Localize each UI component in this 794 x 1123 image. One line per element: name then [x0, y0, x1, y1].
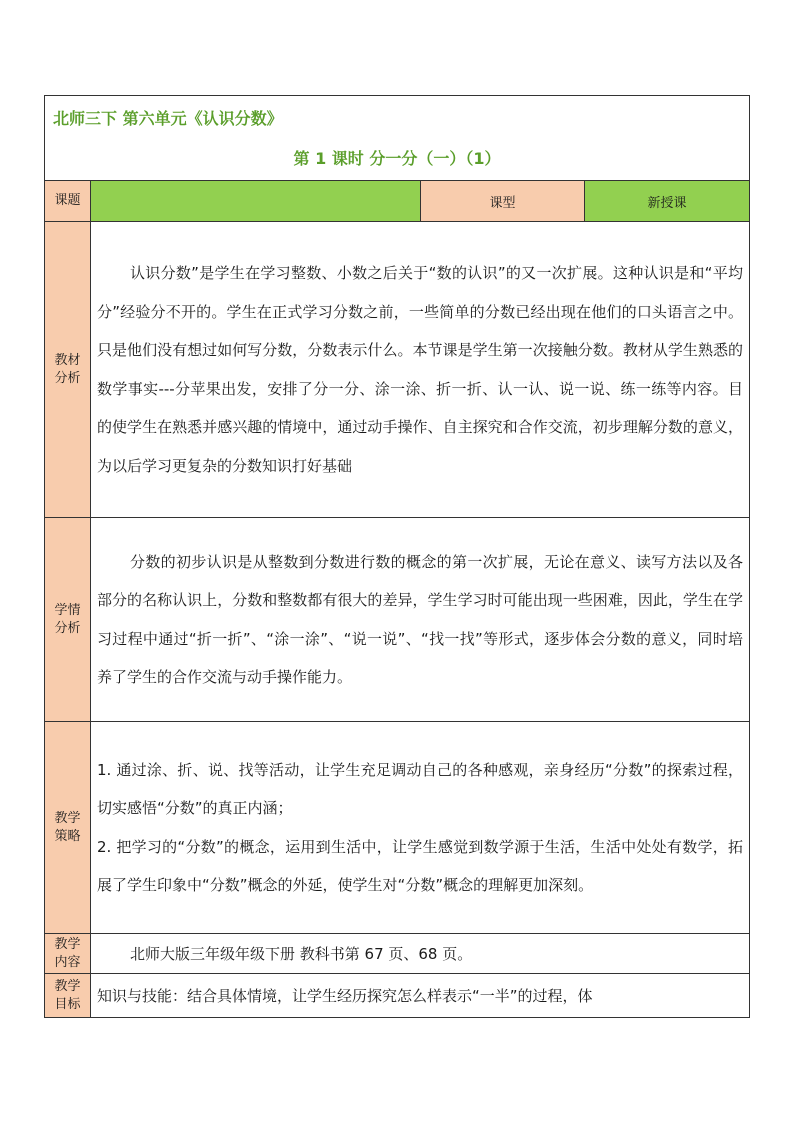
student-label	[45, 518, 91, 722]
goal-label-line1: 教学	[54, 978, 81, 994]
material-label-line1: 教材	[54, 352, 81, 368]
goal-cell	[91, 974, 750, 1018]
content-cell	[91, 934, 750, 974]
lesson-title: 第 1 课时 分一分（一）（1）	[293, 149, 501, 168]
content-label-line2: 内容	[54, 954, 81, 970]
type-label: 课型	[421, 181, 585, 222]
teaching-goal-text: 知识与技能：结合具体情境，让学生经历探究怎么样表示“一半”的过程，体	[97, 986, 593, 1005]
lesson-plan-table	[44, 95, 750, 1018]
student-cell	[91, 518, 750, 722]
content-label-line1: 教学	[54, 936, 81, 952]
title-cell	[45, 96, 750, 181]
strategy-label-line2: 策略	[54, 828, 81, 844]
material-analysis-text: 认识分数”是学生在学习整数、小数之后关于“数的认识”的又一次扩展。这种认识是和“平均分”经验分不开的。学生在正式学习分数之前，一些简单的分数已经出现在他们的口头语言之中。只是他们没有想过如何写分数，分数表示什么。本节课是学生第一次接触分数。教材从学生熟悉的数学事实---分苹果出发，安排了分一分、涂一涂、折一折、认一认、说一说、练一练等内容。目的使学生在熟悉并感兴趣的情境中，通过动手操作、自主探究和合作交流，初步理解分数的意义，为以后学习更复杂的分数知识打好基础	[97, 264, 744, 475]
goal-label-line2: 目标	[54, 996, 81, 1012]
strategy-label	[45, 722, 91, 934]
type-value: 新授课	[585, 181, 750, 222]
unit-title: 北师三下 第六单元《认识分数》	[53, 109, 283, 128]
material-label	[45, 222, 91, 518]
material-cell	[91, 222, 750, 518]
lesson-plan-page	[44, 95, 749, 1018]
strategy-cell	[91, 722, 750, 934]
topic-label: 课题	[45, 181, 91, 222]
teaching-content-text: 北师大版三年级年级下册 教科书第 67 页、68 页。	[130, 944, 473, 963]
strategy-item-2: 2. 把学习的“分数”的概念，运用到生活中，让学生感觉到数学源于生活，生活中处处有数学，拓展了学生印象中“分数”概念的外延，使学生对“分数”概念的理解更加深刻。	[97, 837, 744, 894]
strategy-label-line1: 教学	[54, 810, 81, 826]
material-label-line2: 分析	[54, 370, 81, 386]
strategy-item-1: 1. 通过涂、折、说、找等活动，让学生充足调动自己的各种感观，亲身经历“分数”的探索过程，切实感悟“分数”的真正内涵；	[97, 760, 744, 817]
content-label	[45, 934, 91, 974]
topic-value	[91, 181, 421, 222]
goal-label	[45, 974, 91, 1018]
student-label-line1: 学情	[54, 602, 81, 618]
student-analysis-text: 分数的初步认识是从整数到分数进行数的概念的第一次扩展，无论在意义、读写方法以及各部分的名称认识上，分数和整数都有很大的差异，学生学习时可能出现一些困难，因此，学生在学习过程中通过“折一折”、“涂一涂”、“说一说”、“找一找”等形式，逐步体会分数的意义，同时培养了学生的合作交流与动手操作能力。	[97, 552, 744, 686]
student-label-line2: 分析	[54, 620, 81, 636]
